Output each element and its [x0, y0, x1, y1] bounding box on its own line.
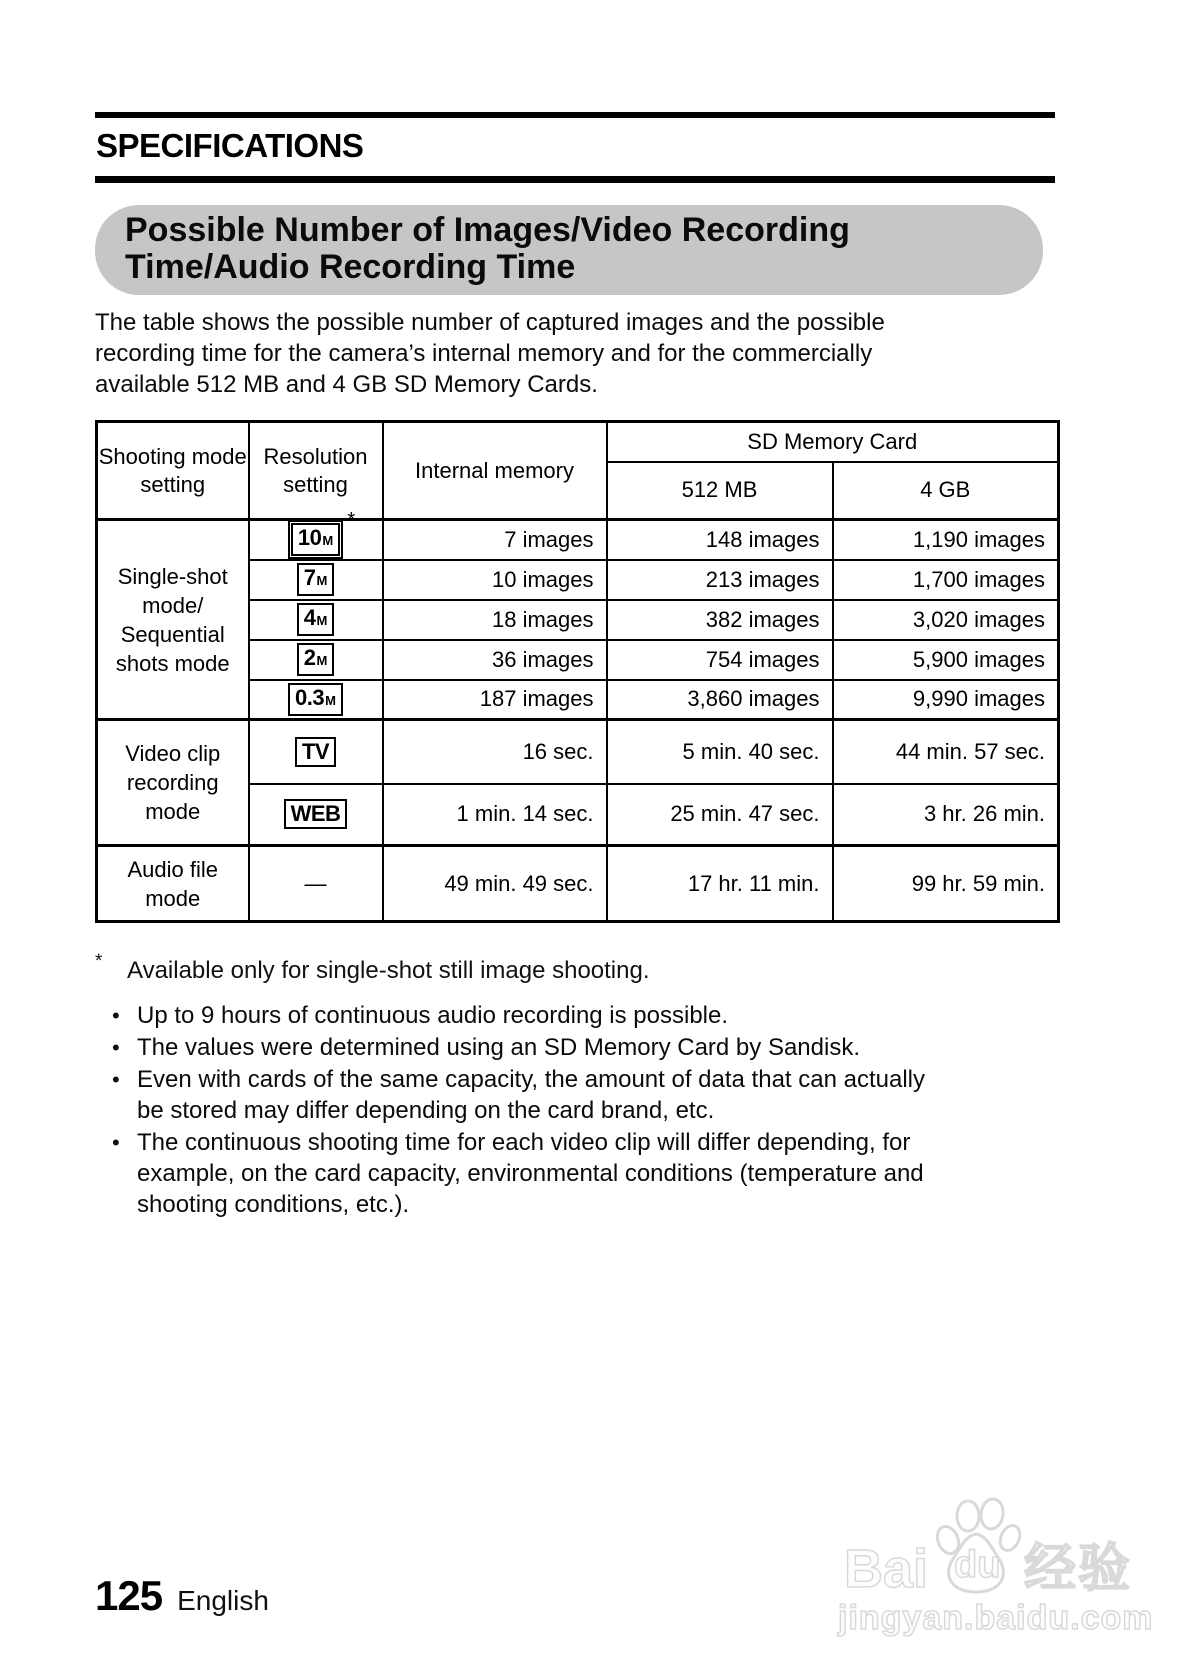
bullet-icon: • — [112, 1003, 120, 1028]
sd4gb-value: 1,700 images — [833, 560, 1059, 600]
internal-memory-value: 36 images — [383, 640, 607, 680]
note-line: The values were determined using an SD Memory Card by Sandisk. — [137, 1034, 860, 1061]
language-label: English — [177, 1585, 269, 1616]
note-line: The continuous shooting time for each video clip will differ depending, for — [137, 1129, 911, 1156]
section-heading — [95, 205, 1043, 295]
list-item — [112, 1032, 1055, 1063]
icon-0-3m: 0.3M — [288, 683, 343, 716]
sd512-value: 17 hr. 11 min. — [607, 846, 833, 922]
sd512-value: 382 images — [607, 600, 833, 640]
internal-memory-value: 16 sec. — [383, 720, 607, 784]
note-line: Even with cards of the same capacity, the amount of data that can actually — [137, 1066, 925, 1093]
col-header-4gb: 4 GB — [833, 462, 1059, 520]
mode-label-audio-file: Audio file mode — [97, 846, 249, 922]
footnote-text: Available only for single-shot still image shooting. — [127, 957, 650, 984]
internal-memory-value: 1 min. 14 sec. — [383, 784, 607, 846]
icon-10m: 10M * — [291, 523, 340, 556]
note-line: be stored may differ depending on the card brand, etc. — [137, 1097, 715, 1124]
bullet-icon: • — [112, 1035, 120, 1060]
mode-label-single-shot: Single-shot mode/ Sequential shots mode — [97, 520, 249, 720]
internal-memory-value: 10 images — [383, 560, 607, 600]
sd4gb-value: 9,990 images — [833, 680, 1059, 720]
page-content — [95, 112, 1055, 1220]
col-header-shooting-mode: Shooting mode setting — [97, 422, 249, 520]
sd512-value: 213 images — [607, 560, 833, 600]
table-row — [97, 846, 1059, 922]
note-line: example, on the card capacity, environmental conditions (temperature and — [137, 1160, 924, 1187]
note-list — [95, 1000, 1055, 1220]
note-line: Up to 9 hours of continuous audio recording is possible. — [137, 1002, 729, 1029]
baidu-watermark — [838, 1492, 1154, 1638]
bullet-icon: • — [112, 1067, 120, 1092]
top-rule — [95, 112, 1055, 118]
paw-icon — [930, 1492, 1022, 1597]
intro-line: available 512 MB and 4 GB SD Memory Cards. — [95, 371, 598, 398]
page-title: SPECIFICATIONS — [96, 127, 364, 164]
sd4gb-value: 44 min. 57 sec. — [833, 720, 1059, 784]
sd512-value: 25 min. 47 sec. — [607, 784, 833, 846]
internal-memory-value: 7 images — [383, 520, 607, 560]
bullet-icon: • — [112, 1130, 120, 1155]
icon-tv: TV — [295, 737, 336, 767]
sd4gb-value: 5,900 images — [833, 640, 1059, 680]
footnote-marker: * — [95, 951, 103, 972]
sd512-value: 754 images — [607, 640, 833, 680]
icon-7m: 7M — [297, 563, 335, 596]
watermark-domain: jingyan.baidu.com — [838, 1599, 1154, 1637]
sd512-value: 3,860 images — [607, 680, 833, 720]
col-header-internal-memory: Internal memory — [383, 422, 607, 520]
watermark-brand-cjk: 经验 — [1024, 1540, 1133, 1598]
mode-label-video-clip: Video clip recording mode — [97, 720, 249, 846]
internal-memory-value: 18 images — [383, 600, 607, 640]
page-number: 125 — [95, 1572, 163, 1619]
note-line: shooting conditions, etc.). — [137, 1191, 410, 1218]
list-item — [112, 1000, 1055, 1031]
list-item — [112, 1127, 1055, 1220]
col-header-resolution: Resolution setting — [249, 422, 383, 520]
icon-4m: 4M — [297, 603, 335, 636]
footnote — [95, 951, 1055, 986]
section-heading-line2: Time/Audio Recording Time — [125, 248, 576, 286]
col-header-512mb: 512 MB — [607, 462, 833, 520]
internal-memory-value: 49 min. 49 sec. — [383, 846, 607, 922]
icon-2m: 2M — [297, 643, 335, 676]
intro-line: The table shows the possible number of captured images and the possible — [95, 309, 885, 336]
sd4gb-value: 99 hr. 59 min. — [833, 846, 1059, 922]
page-footer — [95, 1572, 269, 1620]
sd4gb-value: 3 hr. 26 min. — [833, 784, 1059, 846]
intro-paragraph — [95, 307, 1055, 400]
internal-memory-value: 187 images — [383, 680, 607, 720]
sd512-value: 5 min. 40 sec. — [607, 720, 833, 784]
watermark-brand-text: Bai — [843, 1539, 929, 1599]
table-row — [97, 720, 1059, 784]
capacity-table — [95, 420, 1060, 923]
title-underline-rule — [95, 176, 1055, 183]
watermark-brand-text: du — [954, 1544, 1001, 1586]
table-row — [97, 520, 1059, 560]
sd512-value: 148 images — [607, 520, 833, 560]
col-header-sd-memory-card: SD Memory Card — [607, 422, 1059, 462]
footnote-marker: * — [347, 509, 356, 532]
no-resolution-dash: — — [249, 846, 383, 922]
icon-web: WEB — [284, 799, 348, 829]
sd4gb-value: 1,190 images — [833, 520, 1059, 560]
list-item — [112, 1064, 1055, 1126]
sd4gb-value: 3,020 images — [833, 600, 1059, 640]
intro-line: recording time for the camera’s internal memory and for the commercially — [95, 340, 873, 367]
section-heading-line1: Possible Number of Images/Video Recording — [125, 211, 850, 249]
